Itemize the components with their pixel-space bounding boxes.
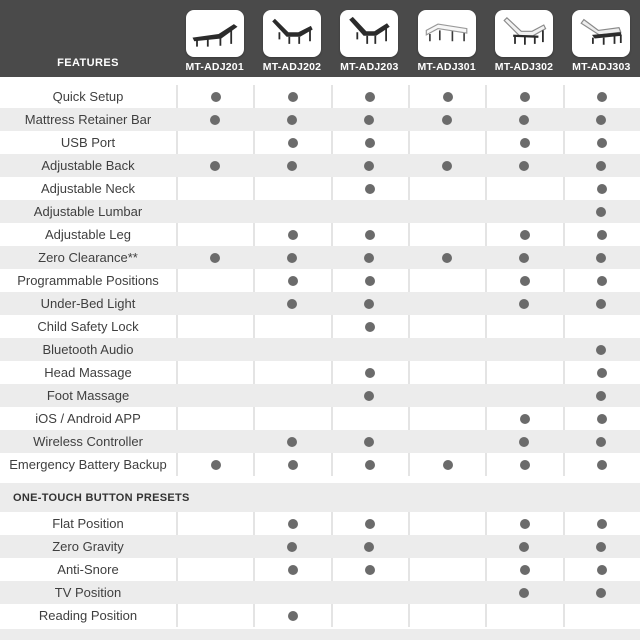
product-thumbnail-mt-adj303[interactable] [572, 10, 630, 57]
included-dot-icon [597, 230, 607, 240]
feature-cell [408, 200, 485, 223]
feature-cell [408, 315, 485, 338]
feature-cell [485, 535, 562, 558]
included-dot-icon [519, 253, 529, 263]
feature-name: Quick Setup [52, 89, 124, 104]
feature-cell [331, 154, 408, 177]
feature-cell [485, 223, 562, 246]
feature-cell [253, 453, 330, 476]
feature-name: Foot Massage [46, 388, 130, 403]
feature-name: Bluetooth Audio [42, 342, 134, 357]
feature-cell [253, 177, 330, 200]
included-dot-icon [597, 276, 607, 286]
product-column-mt-adj303 [563, 10, 640, 77]
included-dot-icon [519, 437, 529, 447]
included-dot-icon [520, 276, 530, 286]
feature-cell [408, 177, 485, 200]
included-dot-icon [365, 184, 375, 194]
feature-cell [176, 223, 253, 246]
feature-cell [253, 535, 330, 558]
feature-name: Programmable Positions [17, 273, 159, 288]
bed-light-head-raised-icon [497, 14, 551, 54]
feature-name: Adjustable Neck [41, 181, 135, 196]
product-thumbnail-mt-adj302[interactable] [495, 10, 553, 57]
included-dot-icon [597, 519, 607, 529]
feature-cell [176, 581, 253, 604]
table-row [0, 269, 640, 292]
included-dot-icon [520, 519, 530, 529]
feature-cell [176, 604, 253, 627]
table-row [0, 604, 640, 627]
feature-cell [563, 384, 640, 407]
included-dot-icon [288, 611, 298, 621]
feature-cell [563, 558, 640, 581]
feature-cell [485, 131, 562, 154]
table-row [0, 131, 640, 154]
feature-cell [408, 223, 485, 246]
included-dot-icon [288, 230, 298, 240]
table-row [0, 108, 640, 131]
included-dot-icon [287, 253, 297, 263]
table-row [0, 315, 640, 338]
feature-cell [253, 292, 330, 315]
feature-cell [331, 315, 408, 338]
included-dot-icon [287, 115, 297, 125]
included-dot-icon [520, 92, 530, 102]
feature-cell [331, 361, 408, 384]
feature-cell [253, 131, 330, 154]
included-dot-icon [596, 253, 606, 263]
features-column-header: FEATURES [57, 57, 119, 69]
table-row [0, 512, 640, 535]
feature-cell [563, 361, 640, 384]
included-dot-icon [365, 565, 375, 575]
included-dot-icon [364, 299, 374, 309]
feature-cell [331, 85, 408, 108]
feature-name: Child Safety Lock [37, 319, 139, 334]
table-row [0, 535, 640, 558]
table-row [0, 223, 640, 246]
included-dot-icon [211, 92, 221, 102]
feature-cell [331, 512, 408, 535]
included-dot-icon [519, 588, 529, 598]
feature-cell [408, 558, 485, 581]
feature-name: TV Position [54, 585, 122, 600]
feature-name: Mattress Retainer Bar [24, 112, 152, 127]
feature-cell [408, 269, 485, 292]
feature-cell [408, 453, 485, 476]
included-dot-icon [519, 115, 529, 125]
feature-cell [408, 604, 485, 627]
included-dot-icon [288, 565, 298, 575]
feature-cell [485, 430, 562, 453]
included-dot-icon [365, 519, 375, 529]
feature-cell [253, 384, 330, 407]
feature-name: USB Port [60, 135, 116, 150]
feature-cell [176, 246, 253, 269]
table-row [0, 361, 640, 384]
feature-cell [176, 292, 253, 315]
included-dot-icon [596, 161, 606, 171]
included-dot-icon [364, 437, 374, 447]
feature-cell [563, 108, 640, 131]
included-dot-icon [519, 542, 529, 552]
feature-cell [331, 338, 408, 361]
feature-cell [408, 361, 485, 384]
feature-cell [408, 292, 485, 315]
feature-cell [563, 453, 640, 476]
feature-cell [331, 535, 408, 558]
feature-cell [331, 269, 408, 292]
feature-cell [408, 430, 485, 453]
product-name: MT-ADJ303 [572, 61, 631, 73]
table-row [0, 154, 640, 177]
included-dot-icon [596, 542, 606, 552]
feature-cell [563, 338, 640, 361]
feature-cell [331, 384, 408, 407]
included-dot-icon [365, 368, 375, 378]
bed-flat-head-up-icon [188, 14, 242, 54]
feature-cell [485, 361, 562, 384]
table-row [0, 338, 640, 361]
feature-cell [485, 453, 562, 476]
table-row [0, 200, 640, 223]
table-row [0, 430, 640, 453]
included-dot-icon [287, 299, 297, 309]
feature-cell [485, 246, 562, 269]
included-dot-icon [519, 161, 529, 171]
product-name: MT-ADJ301 [417, 61, 476, 73]
feature-cell [253, 430, 330, 453]
feature-cell [176, 407, 253, 430]
included-dot-icon [288, 276, 298, 286]
feature-name: Adjustable Lumbar [33, 204, 143, 219]
table-row [0, 292, 640, 315]
feature-cell [176, 177, 253, 200]
feature-cell [408, 407, 485, 430]
feature-cell [563, 223, 640, 246]
feature-cell [176, 154, 253, 177]
feature-name: Emergency Battery Backup [9, 457, 167, 472]
feature-cell [331, 581, 408, 604]
comparison-header [0, 0, 640, 77]
feature-cell [253, 361, 330, 384]
included-dot-icon [288, 519, 298, 529]
feature-cell [331, 223, 408, 246]
included-dot-icon [520, 230, 530, 240]
included-dot-icon [364, 115, 374, 125]
included-dot-icon [597, 368, 607, 378]
included-dot-icon [443, 92, 453, 102]
included-dot-icon [596, 345, 606, 355]
included-dot-icon [365, 138, 375, 148]
feature-cell [253, 512, 330, 535]
feature-cell [176, 85, 253, 108]
included-dot-icon [597, 565, 607, 575]
included-dot-icon [210, 253, 220, 263]
feature-cell [176, 361, 253, 384]
feature-cell [176, 315, 253, 338]
feature-cell [485, 581, 562, 604]
feature-cell [408, 108, 485, 131]
included-dot-icon [520, 460, 530, 470]
feature-cell [485, 269, 562, 292]
feature-cell [176, 338, 253, 361]
feature-cell [563, 154, 640, 177]
feature-cell [331, 200, 408, 223]
product-name: MT-ADJ201 [185, 61, 244, 73]
feature-cell [563, 407, 640, 430]
feature-name: Zero Gravity [52, 539, 124, 554]
feature-cell [176, 512, 253, 535]
feature-cell [253, 85, 330, 108]
section-header: ONE-TOUCH BUTTON PRESETS [0, 483, 640, 512]
feature-cell [485, 108, 562, 131]
feature-cell [331, 292, 408, 315]
bed-light-head-raised-dark-base-icon [574, 14, 628, 54]
feature-name: iOS / Android APP [35, 411, 141, 426]
table-row [0, 453, 640, 476]
product-thumbnail-mt-adj301[interactable] [418, 10, 476, 57]
included-dot-icon [519, 299, 529, 309]
feature-cell [563, 246, 640, 269]
included-dot-icon [596, 391, 606, 401]
product-column-mt-adj203 [331, 10, 408, 77]
bed-light-flat-icon [420, 14, 474, 54]
feature-cell [408, 338, 485, 361]
feature-cell [331, 177, 408, 200]
table-row [0, 177, 640, 200]
product-column-mt-adj201 [176, 10, 253, 77]
table-row [0, 246, 640, 269]
feature-cell [176, 384, 253, 407]
included-dot-icon [364, 391, 374, 401]
included-dot-icon [596, 299, 606, 309]
feature-name: Adjustable Back [41, 158, 135, 173]
feature-cell [485, 558, 562, 581]
included-dot-icon [364, 161, 374, 171]
included-dot-icon [288, 92, 298, 102]
feature-cell [485, 512, 562, 535]
feature-cell [331, 108, 408, 131]
feature-cell [408, 154, 485, 177]
feature-name: Under-Bed Light [40, 296, 136, 311]
feature-cell [253, 223, 330, 246]
feature-cell [331, 430, 408, 453]
feature-name: Zero Clearance** [38, 250, 138, 265]
included-dot-icon [365, 322, 375, 332]
product-name: MT-ADJ203 [340, 61, 399, 73]
included-dot-icon [520, 138, 530, 148]
feature-cell [408, 581, 485, 604]
included-dot-icon [520, 414, 530, 424]
feature-cell [485, 154, 562, 177]
feature-cell [408, 512, 485, 535]
feature-name: Anti-Snore [57, 562, 119, 577]
included-dot-icon [596, 115, 606, 125]
included-dot-icon [365, 460, 375, 470]
included-dot-icon [520, 565, 530, 575]
feature-cell [176, 430, 253, 453]
feature-cell [253, 558, 330, 581]
feature-cell [563, 131, 640, 154]
feature-cell [176, 269, 253, 292]
feature-cell [253, 200, 330, 223]
comparison-body [0, 85, 640, 627]
feature-cell [563, 177, 640, 200]
feature-cell [563, 430, 640, 453]
feature-cell [331, 453, 408, 476]
feature-cell [331, 246, 408, 269]
product-column-mt-adj202 [253, 10, 330, 77]
included-dot-icon [597, 138, 607, 148]
feature-cell [563, 269, 640, 292]
feature-cell [331, 604, 408, 627]
feature-cell [563, 315, 640, 338]
product-thumbnail-mt-adj202[interactable] [263, 10, 321, 57]
feature-cell [253, 108, 330, 131]
included-dot-icon [287, 161, 297, 171]
feature-cell [563, 581, 640, 604]
feature-cell [485, 292, 562, 315]
table-row [0, 85, 640, 108]
bed-head-foot-raised-high-icon [342, 14, 396, 54]
feature-cell [485, 177, 562, 200]
feature-cell [253, 154, 330, 177]
product-thumbnail-mt-adj201[interactable] [186, 10, 244, 57]
product-column-mt-adj302 [485, 10, 562, 77]
feature-cell [253, 338, 330, 361]
feature-cell [408, 131, 485, 154]
included-dot-icon [365, 276, 375, 286]
feature-cell [563, 200, 640, 223]
feature-cell [485, 85, 562, 108]
included-dot-icon [597, 92, 607, 102]
table-row [0, 407, 640, 430]
included-dot-icon [596, 437, 606, 447]
feature-cell [253, 246, 330, 269]
feature-cell [485, 384, 562, 407]
included-dot-icon [287, 542, 297, 552]
included-dot-icon [287, 437, 297, 447]
feature-cell [563, 535, 640, 558]
feature-cell [253, 407, 330, 430]
included-dot-icon [364, 253, 374, 263]
included-dot-icon [288, 138, 298, 148]
included-dot-icon [442, 115, 452, 125]
product-thumbnail-mt-adj203[interactable] [340, 10, 398, 57]
table-row [0, 558, 640, 581]
feature-cell [176, 200, 253, 223]
included-dot-icon [364, 542, 374, 552]
feature-cell [253, 604, 330, 627]
feature-cell [176, 131, 253, 154]
feature-cell [176, 558, 253, 581]
feature-cell [485, 200, 562, 223]
included-dot-icon [288, 460, 298, 470]
feature-name: Wireless Controller [33, 434, 143, 449]
feature-cell [485, 407, 562, 430]
included-dot-icon [597, 414, 607, 424]
feature-cell [563, 512, 640, 535]
feature-cell [331, 558, 408, 581]
feature-cell [408, 384, 485, 407]
included-dot-icon [596, 588, 606, 598]
feature-cell [485, 315, 562, 338]
feature-cell [563, 292, 640, 315]
included-dot-icon [365, 92, 375, 102]
table-row [0, 384, 640, 407]
feature-cell [331, 131, 408, 154]
included-dot-icon [442, 253, 452, 263]
product-name: MT-ADJ302 [494, 61, 554, 73]
included-dot-icon [597, 460, 607, 470]
feature-cell [253, 581, 330, 604]
included-dot-icon [365, 230, 375, 240]
feature-cell [408, 535, 485, 558]
included-dot-icon [210, 161, 220, 171]
feature-name: Adjustable Leg [44, 227, 131, 242]
feature-cell [563, 85, 640, 108]
feature-cell [176, 453, 253, 476]
feature-name: Reading Position [38, 608, 138, 623]
feature-cell [331, 407, 408, 430]
feature-name: Head Massage [44, 365, 132, 380]
product-column-mt-adj301 [408, 10, 485, 77]
product-name: MT-ADJ202 [262, 61, 322, 73]
table-row [0, 581, 640, 604]
feature-cell [408, 85, 485, 108]
feature-cell [408, 246, 485, 269]
feature-cell [253, 269, 330, 292]
included-dot-icon [211, 460, 221, 470]
feature-cell [253, 315, 330, 338]
feature-cell [176, 108, 253, 131]
included-dot-icon [597, 184, 607, 194]
included-dot-icon [443, 460, 453, 470]
feature-cell [176, 535, 253, 558]
feature-cell [563, 604, 640, 627]
included-dot-icon [442, 161, 452, 171]
bed-head-foot-raised-icon [265, 14, 319, 54]
table-footer-strip [0, 629, 640, 640]
included-dot-icon [596, 207, 606, 217]
feature-name: Flat Position [52, 516, 124, 531]
included-dot-icon [210, 115, 220, 125]
feature-cell [485, 338, 562, 361]
feature-cell [485, 604, 562, 627]
